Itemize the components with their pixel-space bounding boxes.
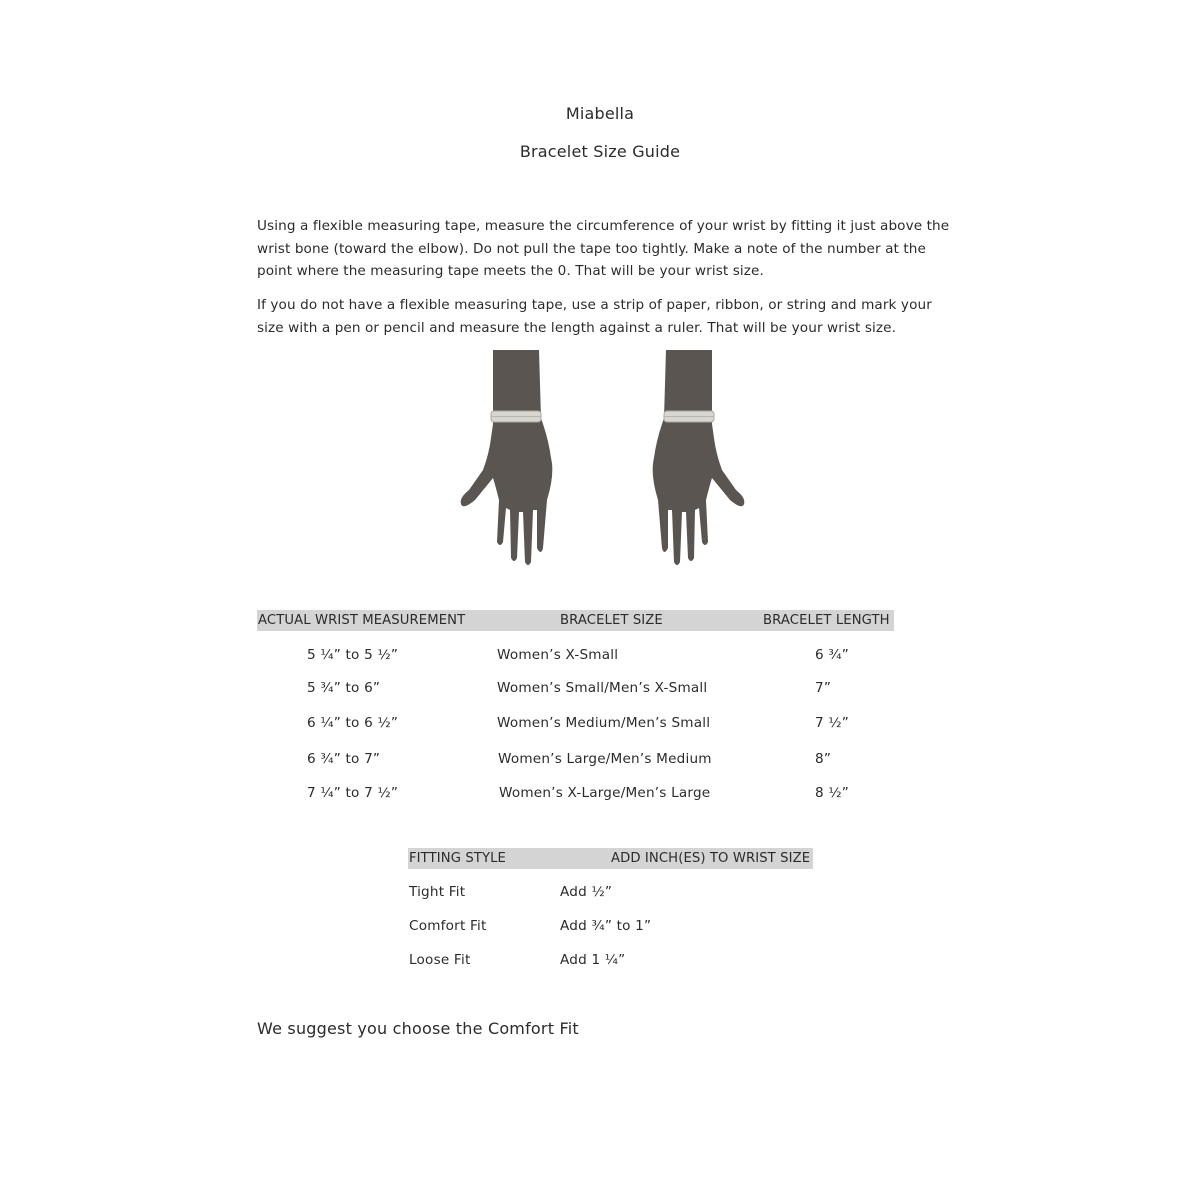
fit-addition: Add 1 ¼” [560, 952, 626, 968]
brand-title: Miabella [565, 104, 635, 123]
bracelet-length: 6 ¾” [815, 647, 849, 663]
fit-style: Comfort Fit [409, 918, 487, 934]
fit-style: Tight Fit [409, 884, 466, 900]
bracelet-size: Women’s Small/Men’s X-Small [497, 680, 708, 696]
fit-style: Loose Fit [409, 952, 471, 968]
left-hand-icon [461, 350, 553, 565]
fit-addition: Add ½” [560, 884, 613, 900]
bracelet-length: 8” [815, 751, 832, 767]
col-header-fitting-style: FITTING STYLE [409, 851, 506, 866]
col-header-bracelet-size: BRACELET SIZE [560, 613, 663, 628]
wrist-measurement: 5 ¾” to 6” [307, 680, 381, 696]
wrist-measurement: 7 ¼” to 7 ½” [307, 785, 399, 801]
col-header-add-inches: ADD INCH(ES) TO WRIST SIZE [611, 851, 811, 866]
wrist-measurement: 6 ¾” to 7” [307, 751, 381, 767]
wrist-measurement: 6 ¼” to 6 ½” [307, 715, 399, 731]
wrist-measurement: 5 ¼” to 5 ½” [307, 647, 399, 663]
fit-addition: Add ¾” to 1” [560, 918, 652, 934]
hands-with-bracelets-icon [455, 350, 750, 568]
bracelet-size: Women’s Large/Men’s Medium [498, 751, 712, 767]
instruction-paragraph-1: Using a flexible measuring tape, measure the circumference of your wrist by fitting it just above the wrist bone (toward the elbow). Do not pull the tape too tightly. Make a note of the number at the point where the measuring tape meets the 0. That will be your wrist size. [257, 218, 950, 279]
col-header-bracelet-length: BRACELET LENGTH [763, 613, 890, 628]
bracelet-length: 7” [815, 680, 832, 696]
footer-suggestion: We suggest you choose the Comfort Fit [257, 1019, 579, 1038]
bracelet-size: Women’s X-Small [497, 647, 619, 663]
bracelet-length: 8 ½” [815, 785, 849, 801]
right-hand-icon [653, 350, 745, 565]
col-header-wrist-measurement: ACTUAL WRIST MEASUREMENT [258, 613, 466, 628]
bracelet-length: 7 ½” [815, 715, 849, 731]
bracelet-size: Women’s Medium/Men’s Small [497, 715, 711, 731]
instruction-paragraph-2: If you do not have a flexible measuring tape, use a strip of paper, ribbon, or string and mark your size with a pen or pencil and measure the length against a ruler. That will be your wrist size. [257, 297, 932, 336]
page-subtitle: Bracelet Size Guide [519, 142, 681, 161]
bracelet-size: Women’s X-Large/Men’s Large [499, 785, 711, 801]
